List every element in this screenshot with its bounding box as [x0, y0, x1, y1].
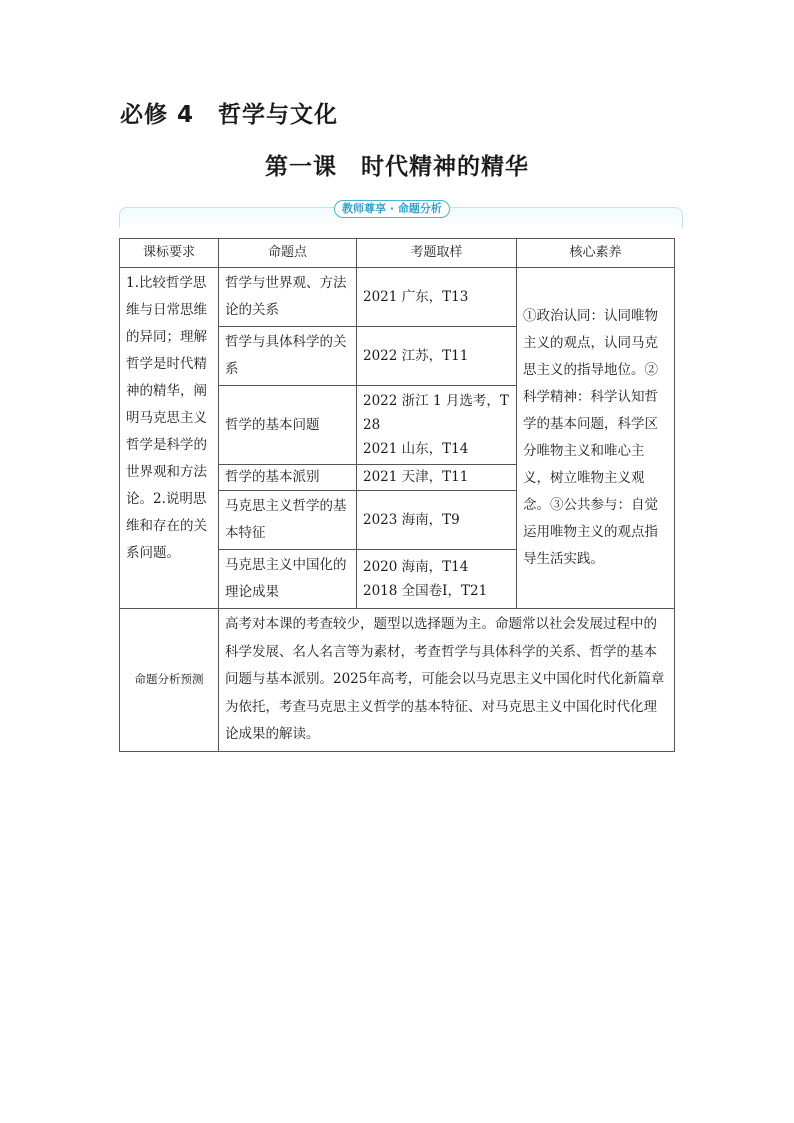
module-title: 必修 4 哲学与文化	[120, 102, 339, 128]
header-curriculum: 课标要求	[120, 239, 219, 268]
sample-cell: 2021 广东，T13	[357, 268, 517, 327]
prediction-text: 高考对本课的考查较少，题型以选择题为主。命题常以社会发展过程中的科学发展、名人名言等为素材，考查哲学与具体科学的关系、哲学的基本问题与基本派别。2025年高考，可能会以马克思主义中国化时代化新篇章为依托，考查马克思主义哲学的基本特征、对马克思主义中国化时代化理论成果的解读。	[219, 609, 675, 752]
table-header-row	[120, 239, 675, 268]
lesson-title: 第一课 时代精神的精华	[265, 154, 529, 180]
point-cell: 哲学与具体科学的关系	[219, 327, 357, 386]
header-samples: 考题取样	[357, 239, 517, 268]
sample-cell: 2021 天津，T11	[357, 465, 517, 491]
analysis-table	[119, 238, 675, 752]
curriculum-cell: 1.比较哲学思维与日常思维的异同；理解哲学是时代精神的精华，阐明马克思主义哲学是科学的世界观和方法论。2.说明思维和存在的关系问题。	[120, 268, 219, 609]
point-cell: 哲学的基本问题	[219, 386, 357, 465]
core-literacy-cell: ①政治认同：认同唯物主义的观点，认同马克思主义的指导地位。②科学精神：科学认知哲学的基本问题，科学区分唯物主义和唯心主义，树立唯物主义观念。③公共参与：自觉运用唯物主义的观点指导生活实践。	[517, 268, 675, 609]
header-core-literacy: 核心素养	[517, 239, 675, 268]
table-row	[120, 268, 675, 327]
sample-cell	[357, 386, 517, 465]
sample-line: 2021 山东，T14	[363, 441, 469, 457]
point-cell: 哲学与世界观、方法论的关系	[219, 268, 357, 327]
prediction-row	[120, 609, 675, 752]
sample-cell	[357, 550, 517, 609]
sample-line: 2020 海南，T14	[363, 559, 469, 575]
sample-cell: 2023 海南，T9	[357, 491, 517, 550]
point-cell: 哲学的基本派别	[219, 465, 357, 491]
sample-line: 2022 浙江 1 月选考，T28	[363, 393, 509, 433]
point-cell: 马克思主义哲学的基本特征	[219, 491, 357, 550]
sample-line: 2018 全国卷Ⅰ，T21	[363, 583, 488, 599]
sample-cell: 2022 江苏，T11	[357, 327, 517, 386]
header-point: 命题点	[219, 239, 357, 268]
banner-label: 教师尊享 · 命题分析	[334, 200, 450, 218]
point-cell: 马克思主义中国化的理论成果	[219, 550, 357, 609]
prediction-label: 命题分析预测	[120, 609, 219, 752]
